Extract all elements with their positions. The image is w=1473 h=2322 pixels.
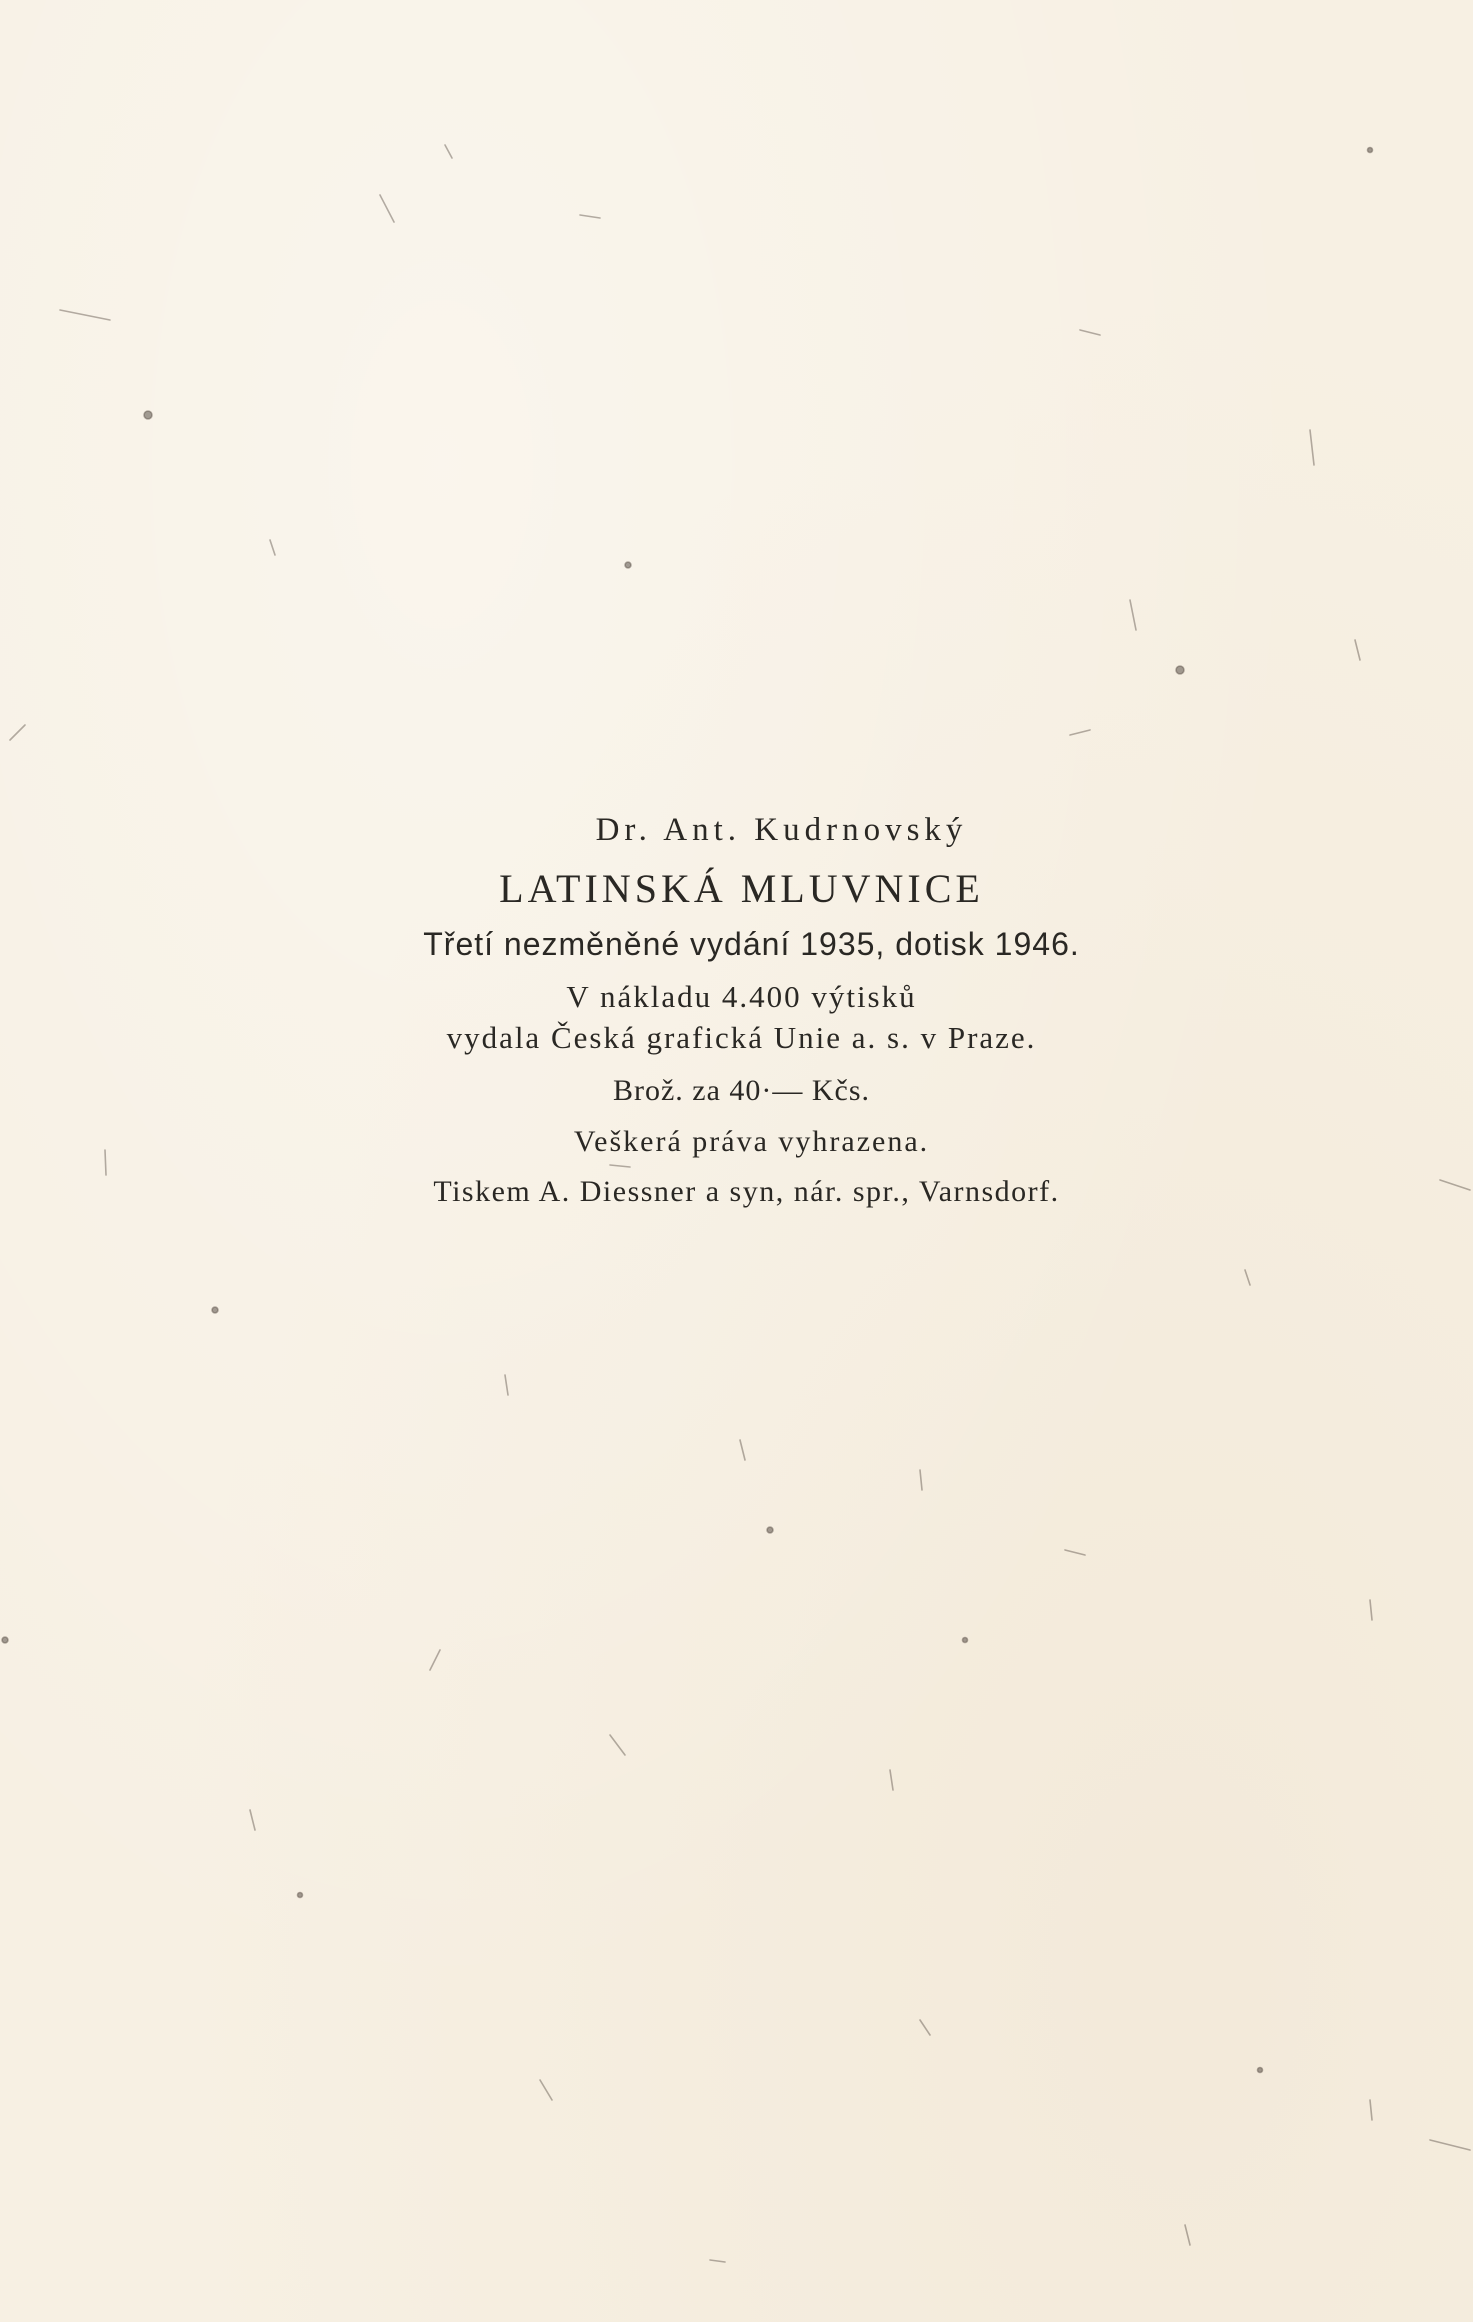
print-run-line: V nákladu 4.400 výtisků [566,979,917,1014]
rights-line: Veškerá práva vyhrazena. [573,1125,930,1158]
author-line: Dr. Ant. Kudrnovský [595,812,968,848]
book-title: LATINSKÁ MLUVNICE [499,866,984,911]
publisher-line: vydala Česká grafická Unie a. s. v Praze. [446,1020,1037,1055]
edition-line: Třetí nezměněné vydání 1935, dotisk 1946. [423,926,1080,962]
price-line: Brož. za 40·— Kčs. [612,1074,871,1107]
printer-line: Tiskem A. Diessner a syn, nár. spr., Varnsdorf. [433,1175,1060,1208]
imprint-block [0,805,1473,1217]
